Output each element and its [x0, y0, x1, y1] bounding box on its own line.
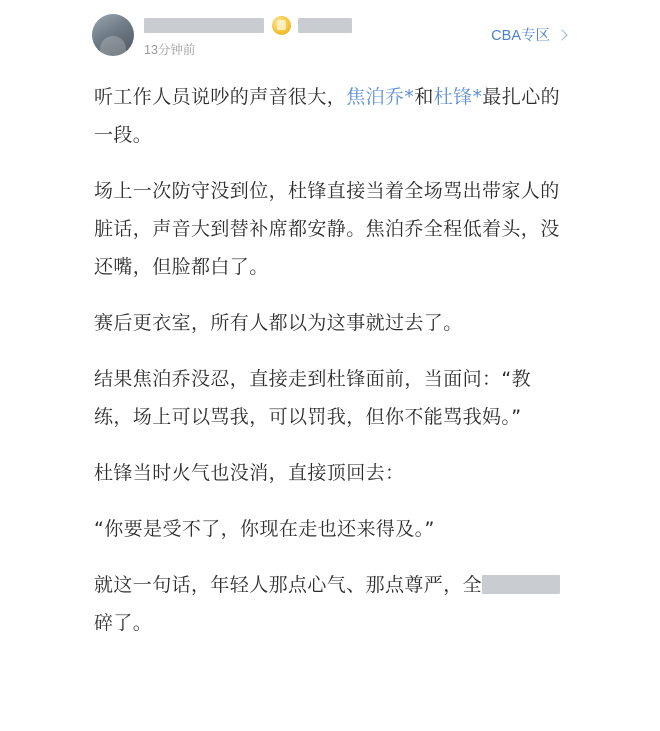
- channel-link[interactable]: [491, 14, 570, 45]
- paragraph-text: 最扎心的一段。: [94, 86, 561, 146]
- left-margin: [0, 0, 80, 731]
- user-info: [144, 14, 491, 58]
- redacted-text: [482, 575, 560, 594]
- bottom-edge: [0, 715, 660, 731]
- post-paragraph: [94, 510, 568, 548]
- paragraph-text: 结果焦泊乔没忍，直接走到杜锋面前，当面问：“教练，场上可以骂我，可以罚我，但你不能骂我妈。”: [94, 368, 532, 428]
- chevron-right-icon: [556, 29, 567, 40]
- post-header: [80, 0, 582, 62]
- post-paragraph: [94, 454, 568, 492]
- username-redacted[interactable]: [144, 18, 264, 33]
- paragraph-text: 就这一句话，年轻人那点心气、那点尊严，全: [94, 574, 483, 596]
- post-body: [80, 62, 582, 642]
- mention-link[interactable]: 焦泊乔*: [346, 86, 415, 108]
- username-row: [144, 15, 491, 35]
- paragraph-text: 听工作人员说吵的声音很大，: [94, 86, 347, 108]
- paragraph-text: 赛后更衣室，所有人都以为这事就过去了。: [94, 312, 463, 334]
- paragraph-text: 和: [414, 86, 434, 108]
- post-card: [80, 0, 582, 731]
- paragraph-text: 场上一次防守没到位，杜锋直接当着全场骂出带家人的脏话，声音大到替补席都安静。焦泊乔全程低着头，没还嘴，但脸都白了。: [94, 180, 560, 278]
- paragraph-text: 碎了。: [94, 612, 153, 634]
- paragraph-text: 杜锋当时火气也没消，直接顶回去：: [94, 462, 405, 484]
- post-paragraph: [94, 566, 568, 642]
- username-suffix-redacted: [298, 18, 352, 33]
- right-margin: [582, 0, 660, 731]
- post-paragraph: [94, 304, 568, 342]
- mention-link[interactable]: 杜锋*: [433, 86, 483, 108]
- avatar[interactable]: [92, 14, 134, 56]
- channel-label: CBA专区: [491, 28, 550, 44]
- post-paragraph: [94, 360, 568, 436]
- verified-medal-icon: [272, 16, 291, 35]
- post-paragraph: [94, 78, 568, 154]
- post-timestamp: 13分钟前: [144, 43, 196, 57]
- post-paragraph: [94, 172, 568, 286]
- paragraph-text: “你要是受不了，你现在走也还来得及。”: [94, 518, 435, 540]
